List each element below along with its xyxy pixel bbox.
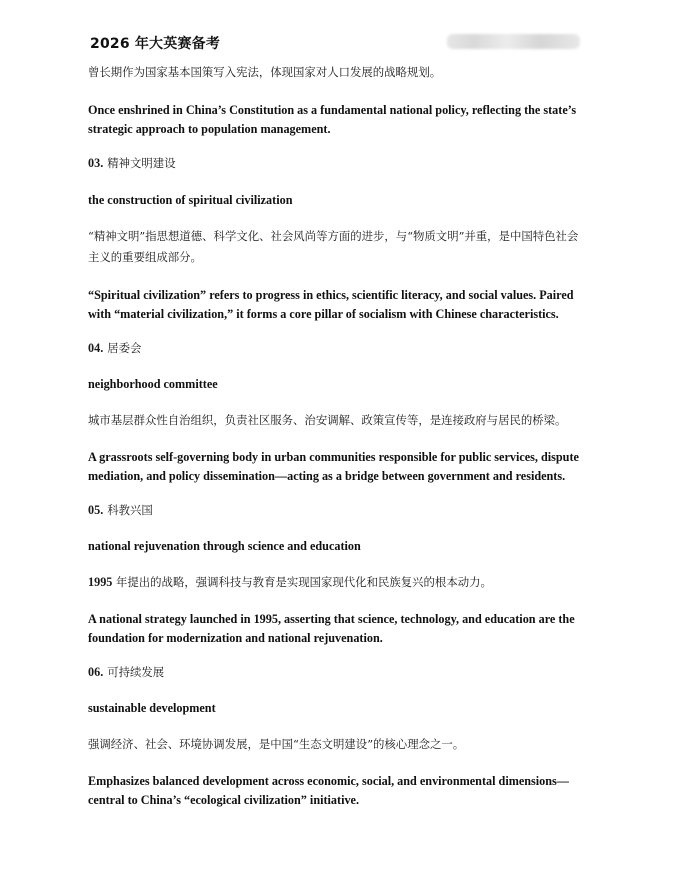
entry-title-zh: 可持续发展	[107, 665, 165, 679]
entry-06	[88, 662, 588, 810]
entry-desc-zh: 强调经济、社会、环境协调发展，是中国“生态文明建设”的核心理念之一。	[88, 737, 465, 751]
document-body	[88, 62, 588, 810]
intro-zh: 曾长期作为国家基本国策写入宪法，体现国家对人口发展的战略规划。	[88, 65, 442, 79]
entry-04	[88, 338, 588, 486]
entry-desc-zh	[88, 572, 588, 593]
entry-desc-en: A grassroots self-governing body in urban communities responsible for public services, dispute mediation, and policy dissemination—acting as a bridge between government and residents.	[88, 450, 579, 483]
entry-year: 1995	[88, 575, 113, 589]
entry-term-en: the construction of spiritual civilization	[88, 193, 293, 207]
entry-desc-en: “Spiritual civilization” refers to progress in ethics, scientific literacy, and social values. Paired with “material civilization,” it forms a core pillar of socialism with Chinese characteristics.	[88, 288, 574, 321]
page-header	[0, 0, 682, 60]
entry-title-zh: 居委会	[107, 341, 142, 355]
entry-number: 05.	[88, 503, 104, 517]
entry-term-en: national rejuvenation through science and education	[88, 539, 361, 553]
entry-03	[88, 153, 588, 324]
entry-desc-zh-text: 年提出的战略，强调科技与教育是实现国家现代化和民族复兴的根本动力。	[112, 575, 492, 589]
entry-title-zh: 精神文明建设	[107, 156, 176, 170]
entry-desc-zh: 城市基层群众性自治组织，负责社区服务、治安调解、政策宣传等，是连接政府与居民的桥梁。	[88, 413, 567, 427]
entry-number: 04.	[88, 341, 104, 355]
entry-heading	[88, 500, 588, 521]
entry-desc-zh: “精神文明”指思想道德、科学文化、社会风尚等方面的进步，与“物质文明”并重，是中国特色社会主义的重要组成部分。	[88, 229, 579, 264]
entry-number: 06.	[88, 665, 104, 679]
entry-desc-en: Emphasizes balanced development across economic, social, and environmental dimensions—central to China’s “ecological civilization” initiative.	[88, 774, 569, 807]
entry-number: 03.	[88, 156, 104, 170]
entry-term-en: neighborhood committee	[88, 377, 218, 391]
entry-05	[88, 500, 588, 648]
document-title: 2026 年大英赛备考	[90, 36, 221, 52]
entry-title-zh: 科教兴国	[107, 503, 153, 517]
entry-heading	[88, 662, 588, 683]
blurred-watermark	[447, 34, 580, 49]
entry-heading	[88, 153, 588, 174]
entry-heading	[88, 338, 588, 359]
entry-desc-en: A national strategy launched in 1995, asserting that science, technology, and education are the foundation for modernization and national rejuvenation.	[88, 612, 575, 645]
entry-term-en: sustainable development	[88, 701, 216, 715]
intro-en: Once enshrined in China’s Constitution as a fundamental national policy, reflecting the state’s strategic approach to population management.	[88, 103, 577, 136]
